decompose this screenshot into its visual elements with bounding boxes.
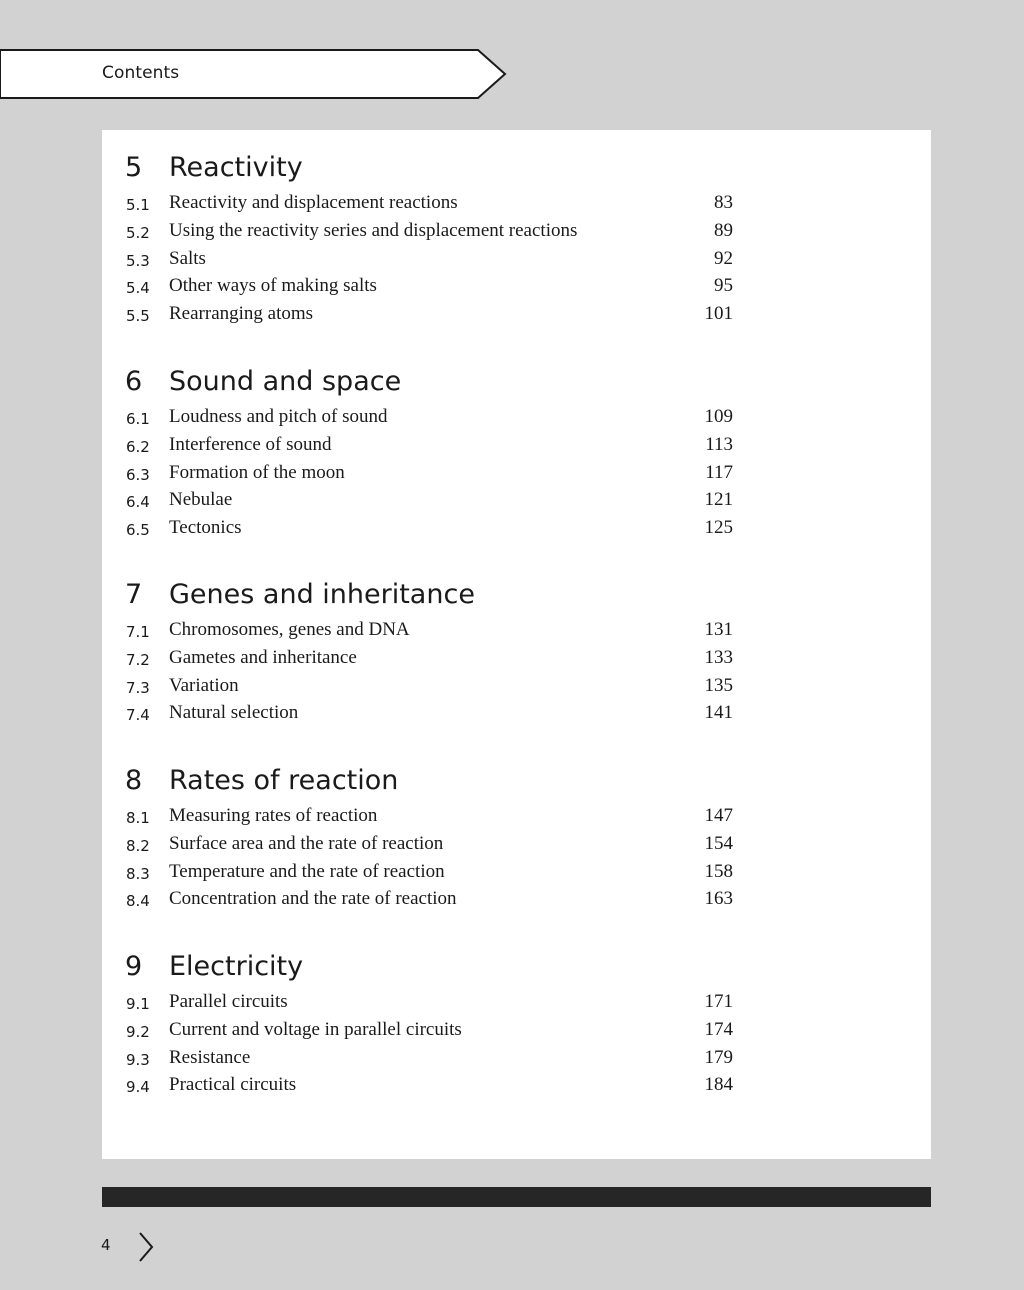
- entry-number: 8.2: [126, 836, 150, 855]
- entry-title: Concentration and the rate of reaction: [169, 888, 457, 910]
- chapter-title: Genes and inheritance: [169, 579, 475, 610]
- chapter-heading: [102, 761, 931, 805]
- entry-page: 117: [705, 461, 733, 483]
- entry-title: Measuring rates of reaction: [169, 805, 378, 826]
- contents-panel: [102, 130, 931, 1159]
- entry-number: 6.4: [126, 493, 150, 512]
- entry-page: 174: [704, 1018, 733, 1040]
- entry-title: Nebulae: [169, 489, 233, 511]
- entry-title: Reactivity and displacement reactions: [169, 192, 458, 213]
- entry-number: 6.3: [126, 465, 150, 484]
- entry-page: 163: [704, 888, 733, 910]
- entry-number: 5.1: [126, 196, 150, 214]
- entry-page: 125: [704, 517, 733, 539]
- chapter-title: Reactivity: [169, 152, 303, 183]
- header-tab-shape: [0, 48, 508, 100]
- page-number: 4: [101, 1236, 111, 1254]
- toc-entry[interactable]: [102, 462, 931, 490]
- entry-title: Resistance: [169, 1046, 251, 1068]
- entry-title: Natural selection: [169, 702, 299, 724]
- header-tab: [0, 48, 508, 100]
- toc-entry[interactable]: [102, 275, 931, 303]
- entry-page: 131: [704, 619, 733, 640]
- toc-entry[interactable]: [102, 888, 931, 916]
- entry-title: Other ways of making salts: [169, 275, 377, 297]
- entry-title: Using the reactivity series and displacement reactions: [169, 219, 578, 241]
- entry-number: 8.3: [126, 864, 150, 883]
- chapter-heading: [102, 362, 931, 406]
- entry-number: 7.1: [126, 623, 150, 641]
- chapter-section: [102, 148, 931, 331]
- toc-entry[interactable]: [102, 702, 931, 730]
- entry-title: Current and voltage in parallel circuits: [169, 1018, 462, 1040]
- entry-number: 9.2: [126, 1022, 150, 1041]
- entry-number: 6.5: [126, 521, 150, 540]
- entry-page: 113: [705, 433, 733, 455]
- entry-page: 179: [704, 1046, 733, 1068]
- entry-number: 9.3: [126, 1050, 150, 1069]
- entry-title: Interference of sound: [169, 433, 332, 455]
- entry-page: 83: [714, 192, 733, 213]
- entry-page: 133: [704, 646, 733, 668]
- entry-page: 95: [714, 275, 733, 297]
- chapter-title: Rates of reaction: [169, 765, 399, 796]
- entry-page: 184: [704, 1074, 733, 1096]
- toc-entry[interactable]: [102, 647, 931, 675]
- chapter-title: Electricity: [169, 951, 304, 982]
- entry-number: 8.4: [126, 892, 150, 911]
- entry-number: 6.2: [126, 437, 150, 456]
- toc-entry[interactable]: [102, 517, 931, 545]
- toc-entry[interactable]: [102, 1019, 931, 1047]
- toc-entry[interactable]: [102, 248, 931, 276]
- entry-title: Salts: [169, 247, 206, 269]
- entry-page: 158: [704, 860, 733, 882]
- toc-entry[interactable]: [102, 861, 931, 889]
- chapter-section: [102, 761, 931, 916]
- toc-entry[interactable]: [102, 406, 931, 434]
- entry-number: 5.5: [126, 307, 150, 326]
- entry-page: 171: [704, 991, 733, 1012]
- entry-page: 154: [704, 832, 733, 854]
- chapter-number: 5: [125, 152, 143, 183]
- chapter-number: 7: [125, 579, 143, 610]
- entry-title: Rearranging atoms: [169, 303, 314, 325]
- toc-entry[interactable]: [102, 805, 931, 833]
- entry-number: 8.1: [126, 809, 150, 827]
- toc-entry[interactable]: [102, 1074, 931, 1102]
- entry-page: 101: [704, 303, 733, 325]
- entry-number: 5.3: [126, 251, 150, 270]
- entry-number: 9.1: [126, 995, 150, 1013]
- entry-number: 7.2: [126, 650, 150, 669]
- entry-page: 135: [704, 674, 733, 696]
- entry-title: Chromosomes, genes and DNA: [169, 619, 410, 640]
- entry-title: Gametes and inheritance: [169, 646, 357, 668]
- toc-entry[interactable]: [102, 675, 931, 703]
- chapter-number: 6: [125, 366, 143, 397]
- chapter-number: 9: [125, 951, 143, 982]
- entry-page: 92: [714, 247, 733, 269]
- chapter-heading: [102, 575, 931, 619]
- chevron-right-icon[interactable]: [136, 1230, 156, 1264]
- entry-title: Practical circuits: [169, 1074, 297, 1096]
- header-title: Contents: [102, 63, 180, 83]
- entry-title: Surface area and the rate of reaction: [169, 832, 444, 854]
- entry-number: 7.3: [126, 678, 150, 697]
- entry-title: Loudness and pitch of sound: [169, 406, 388, 427]
- entry-page: 147: [704, 805, 733, 826]
- entry-title: Tectonics: [169, 517, 242, 539]
- toc-entry[interactable]: [102, 220, 931, 248]
- entry-page: 89: [714, 219, 733, 241]
- chapter-title: Sound and space: [169, 366, 402, 397]
- footer-bar: [102, 1187, 931, 1207]
- entry-page: 141: [704, 702, 733, 724]
- chapter-heading: [102, 148, 931, 192]
- chapter-section: [102, 947, 931, 1102]
- chapter-heading: [102, 947, 931, 991]
- entry-page: 121: [704, 489, 733, 511]
- chapter-section: [102, 362, 931, 545]
- entry-number: 5.2: [126, 223, 150, 242]
- toc-entry[interactable]: [102, 619, 931, 647]
- entry-title: Parallel circuits: [169, 991, 288, 1012]
- chapter-section: [102, 575, 931, 730]
- entry-number: 5.4: [126, 279, 150, 298]
- toc-entry[interactable]: [102, 833, 931, 861]
- toc-entry[interactable]: [102, 303, 931, 331]
- entry-title: Variation: [169, 674, 239, 696]
- toc-entry[interactable]: [102, 489, 931, 517]
- toc-entry[interactable]: [102, 192, 931, 220]
- toc-entry[interactable]: [102, 434, 931, 462]
- entry-number: 7.4: [126, 706, 150, 725]
- chapter-number: 8: [125, 765, 143, 796]
- entry-number: 9.4: [126, 1078, 150, 1097]
- entry-title: Formation of the moon: [169, 461, 345, 483]
- toc-entry[interactable]: [102, 991, 931, 1019]
- entry-title: Temperature and the rate of reaction: [169, 860, 445, 882]
- toc-entry[interactable]: [102, 1047, 931, 1075]
- entry-page: 109: [704, 406, 733, 427]
- entry-number: 6.1: [126, 410, 150, 428]
